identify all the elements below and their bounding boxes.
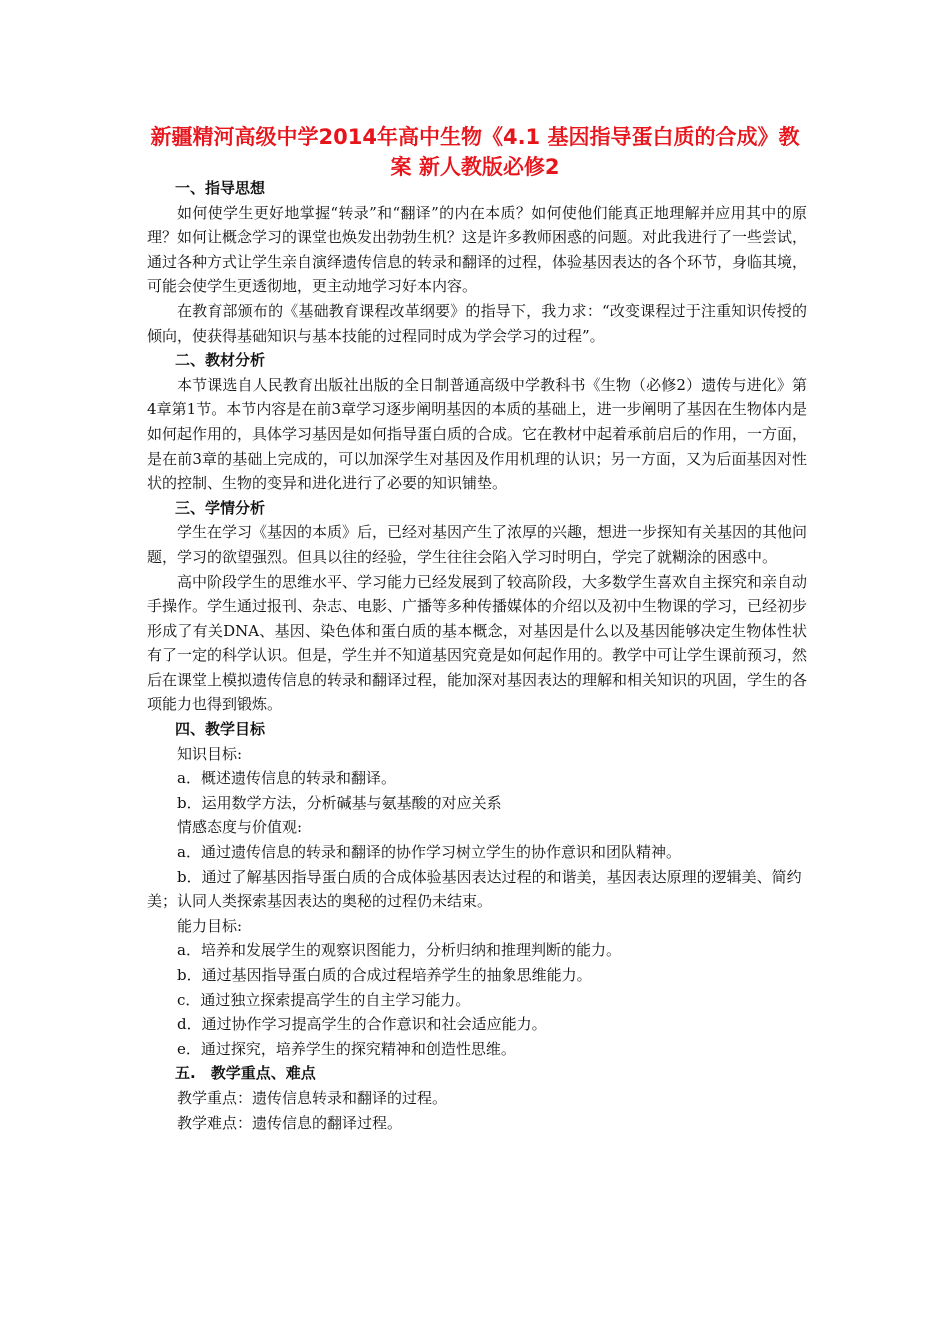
section-teaching-objectives xyxy=(147,717,807,1061)
list-item: b．运用数学方法，分析碱基与氨基酸的对应关系 xyxy=(177,793,502,812)
section-heading: 二、教材分析 xyxy=(175,351,266,370)
section-heading: 一、指导思想 xyxy=(175,179,266,197)
document-title: 新疆精河高级中学2014年高中生物《4.1 基因指导蛋白质的合成》教案 新人教版必修2 xyxy=(150,125,800,179)
emotion-objectives-label: 情感态度与价值观: xyxy=(177,818,303,837)
paragraph: 学生在学习《基因的本质》后，已经对基因产生了浓厚的兴趣，想进一步探知有关基因的其他问题，学习的欲望强烈。但具以往的经验，学生往往会陷入学习时明白，学完了就糊涂的困惑中。 xyxy=(147,523,808,566)
list-item: b．通过基因指导蛋白质的合成过程培养学生的抽象思维能力。 xyxy=(177,966,592,984)
section-key-points xyxy=(147,1061,807,1135)
paragraph: 高中阶段学生的思维水平、学习能力已经发展到了较高阶段，大多数学生喜欢自主探究和亲自动手操作。学生通过报刊、杂志、电影、广播等多种传播媒体的介绍以及初中生物课的学习，已经初步形成了有关DNA、基因、染色体和蛋白质的基本概念，对基因是什么以及基因能够决定生物体性状有了一定的科学认识。但是，学生并不知道基因究竟是如何起作用的。教学中可让学生课前预习，然后在课堂上模拟遗传信息的转录和翻译过程，能加深对基因表达的理解和相关知识的巩固，学生的各项能力也得到锻炼。 xyxy=(147,572,808,714)
list-item: d．通过协作学习提高学生的合作意识和社会适应能力。 xyxy=(177,1015,547,1034)
section-guiding-ideology xyxy=(147,176,807,348)
key-point-text: 教学重点：遗传信息转录和翻译的过程。 xyxy=(177,1088,448,1107)
section-heading: 三、学情分析 xyxy=(175,498,266,517)
section-heading: 四、教学目标 xyxy=(175,720,266,739)
knowledge-objectives-label: 知识目标: xyxy=(177,744,243,763)
paragraph: 如何使学生更好地掌握“转录”和“翻译”的内在本质？如何使他们能真正地理解并应用其中的原理？如何让概念学习的课堂也焕发出勃勃生机？这是许多教师困惑的问题。对此我进行了一些尝试，通过各种方式让学生亲自演绎遗传信息的转录和翻译的过程，体验基因表达的各个环节，身临其境，可能会使学生更透彻地，更主动地学习好本内容。 xyxy=(147,203,808,296)
document-body xyxy=(147,176,807,1135)
section-heading: 五. 教学重点、难点 xyxy=(175,1064,316,1083)
ability-objectives-label: 能力目标: xyxy=(177,916,243,935)
list-item: a．概述遗传信息的转录和翻译。 xyxy=(177,769,396,788)
list-item: e．通过探究，培养学生的探究精神和创造性思维。 xyxy=(177,1039,516,1058)
section-textbook-analysis xyxy=(147,348,807,496)
list-item: c．通过独立探索提高学生的自主学习能力。 xyxy=(177,990,471,1009)
list-item: a．培养和发展学生的观察识图能力，分析归纳和推理判断的能力。 xyxy=(177,941,621,960)
section-student-analysis xyxy=(147,496,807,717)
paragraph: 本节课选自人民教育出版社出版的全日制普通高级中学教科书《生物（必修2）遗传与进化》第4章第1节。本节内容是在前3章学习逐步阐明基因的本质的基础上，进一步阐明了基因在生物体内是如何起作用的，具体学习基因是如何指导蛋白质的合成。它在教材中起着承前启后的作用，一方面，是在前3章的基础上完成的，可以加深学生对基因及作用机理的认识；另一方面，又为后面基因对性状的控制、生物的变异和进化进行了必要的知识铺垫。 xyxy=(147,375,808,493)
paragraph: 在教育部颁布的《基础教育课程改革纲要》的指导下，我力求：“改变课程过于注重知识传授的倾向，使获得基础知识与基本技能的过程同时成为学会学习的过程”。 xyxy=(147,301,807,345)
list-item: a．通过遗传信息的转录和翻译的协作学习树立学生的协作意识和团队精神。 xyxy=(177,843,681,862)
difficulty-text: 教学难点：遗传信息的翻译过程。 xyxy=(177,1113,403,1132)
list-item: b．通过了解基因指导蛋白质的合成体验基因表达过程的和谐美，基因表达原理的逻辑美、简约美；认同人类探索基因表达的奥秘的过程仍未结束。 xyxy=(147,867,802,911)
